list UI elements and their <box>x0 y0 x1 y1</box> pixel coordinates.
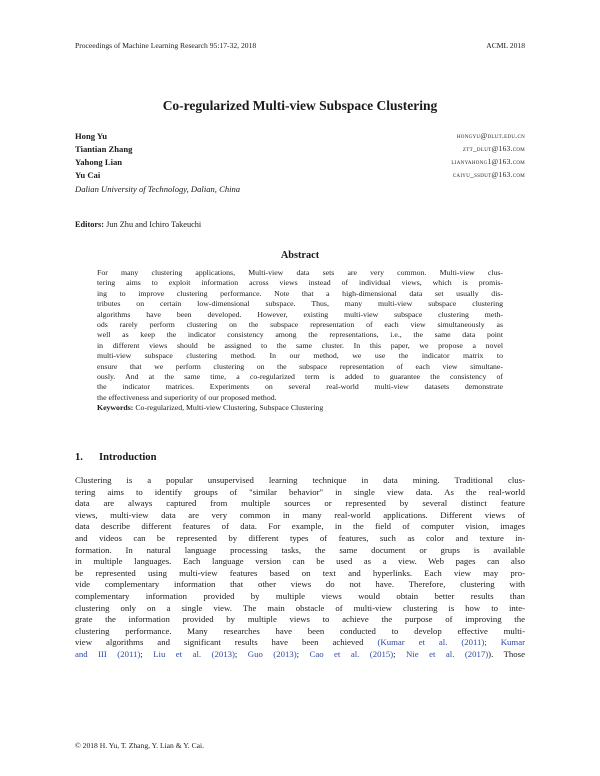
keywords-label: Keywords: <box>97 403 134 413</box>
body-line: in multiple languages. Each language version can be used as a view. Web pages can also <box>75 556 525 567</box>
abstract-heading: Abstract <box>280 250 320 261</box>
body-line: grate the information provided by multiple views to achieve the purpose of improving the <box>75 614 525 625</box>
body-text: view algorithms and significant results have been achieved <box>75 637 364 648</box>
author-email: caiyu_ssdut@163.com <box>452 170 525 179</box>
citation-link[interactable]: (Kumar et al. (2011); Kumar <box>377 637 525 648</box>
body-line: data are always captured from multiple sources or represented by several distinct feature <box>75 498 525 509</box>
body-line: and III (2011); Liu et al. (2013); Guo (2013); Cao et al. (2015); Nie et al. (2017)). Those <box>75 648 525 659</box>
author-row <box>75 144 525 157</box>
running-header-proceedings: Proceedings of Machine Learning Research 95:17-32, 2018 <box>75 41 257 50</box>
body-text: ). Those <box>488 648 525 659</box>
section-number: 1. <box>75 452 83 463</box>
author-email: lianyahong1@163.com <box>451 157 525 166</box>
abstract-line: in different views should be assigned to the same cluster. In this paper, we propose a novel <box>97 340 503 350</box>
body-line: vide complementary information that other views do not have. Therefore, clustering with <box>75 579 525 590</box>
body-line: and videos can be represented by different types of features, such as color and texture in- <box>75 532 525 543</box>
introduction-body <box>75 475 525 661</box>
citation-link[interactable]: Liu et al. (2013) <box>153 648 235 659</box>
section-title: Introduction <box>99 452 157 463</box>
body-line: clustering only on a single view. The main obstacle of multi-view clustering is how to inte- <box>75 602 525 613</box>
abstract-line: the indicator matrices. Experiments on several real-world multi-view datasets demonstrate <box>97 382 503 392</box>
author-name: Yu Cai <box>75 170 101 180</box>
abstract-line: the effectiveness and superiority of our proposed method. <box>97 392 277 402</box>
body-line: views, multi-view data are very common in many real-world applications. Different views of <box>75 509 525 520</box>
editors-line <box>75 220 201 229</box>
abstract-line: ods rarely perform clustering on the subspace representation of each view simultaneously as <box>97 319 503 329</box>
running-header-venue: ACML 2018 <box>486 41 525 50</box>
body-line: clustering performance. Many researches have been conducted to develop effective multi- <box>75 625 525 636</box>
abstract-line: algorithms have been developed. However, existing multi-view subspace clustering meth- <box>97 309 503 319</box>
affiliation: Dalian University of Technology, Dalian, China <box>75 184 241 194</box>
citation-link[interactable]: Guo (2013) <box>247 648 297 659</box>
author-row <box>75 131 525 144</box>
abstract-line: multi-view subspace clustering method. In our method, we use the indicator matrix to <box>97 351 503 361</box>
citation-link[interactable]: Nie et al. (2017) <box>406 648 489 659</box>
body-line: be represented using multi-view features based on text and hyperlinks. Each view may pro- <box>75 567 525 578</box>
editors-label: Editors: <box>75 220 105 229</box>
abstract-line: ensure that we perform clustering on the subspace representation of each view simultane- <box>97 361 503 371</box>
citation-link[interactable]: Cao et al. (2015) <box>309 648 394 659</box>
abstract-body <box>97 268 503 413</box>
author-name: Yahong Lian <box>75 157 123 167</box>
keywords-line <box>97 403 503 413</box>
abstract-line: tering aims to exploit information across views instead of individual views, which is promis- <box>97 278 503 288</box>
body-line: formation. In natural language processing tasks, the same document or grups is available <box>75 544 525 555</box>
citation-link[interactable]: and III (2011) <box>75 648 141 659</box>
abstract-line: ously. And at the same time, a co-regularized term is added to guarantee the consistency of <box>97 371 503 381</box>
body-line: data describe different features of data. For example, in the field of computer vision, images <box>75 521 525 532</box>
body-line: Clustering is a popular unsupervised learning technique in data mining. Traditional clus- <box>75 475 525 485</box>
abstract-line: For many clustering applications, Multi-view data sets are very common. Multi-view clus- <box>97 268 503 277</box>
author-row <box>75 157 525 170</box>
author-row <box>75 170 525 183</box>
section-heading <box>75 452 157 463</box>
author-email: ztt_dlut@163.com <box>462 144 525 153</box>
author-name: Tiantian Zhang <box>75 144 133 154</box>
author-email: hongyu@dlut.edu.cn <box>456 131 525 140</box>
abstract-line: ing to improve clustering performance. Note that a high-dimensional data set usually dis- <box>97 288 503 298</box>
body-line <box>75 637 525 649</box>
author-name: Hong Yu <box>75 131 108 141</box>
body-line: complementary information provided by multiple views would obtain better results than <box>75 590 525 601</box>
abstract-line: well as keep the indicator consistency among the representations, i.e., the same data point <box>97 330 503 340</box>
keywords-list: Co-regularized, Multi-view Clustering, Subspace Clustering <box>135 403 324 413</box>
body-line: tering aims to identify groups of "similar behavior" in single view data. As the real-world <box>75 486 525 497</box>
author-block <box>75 131 525 194</box>
copyright-footer: © 2018 H. Yu, T. Zhang, Y. Lian & Y. Cai. <box>75 741 205 750</box>
editors-names: Jun Zhu and Ichiro Takeuchi <box>106 220 202 229</box>
paper-title: Co-regularized Multi-view Subspace Clustering <box>162 98 438 113</box>
abstract-line: tributes on certain low-dimensional subspace. Thus, many multi-view subspace clustering <box>97 299 503 309</box>
